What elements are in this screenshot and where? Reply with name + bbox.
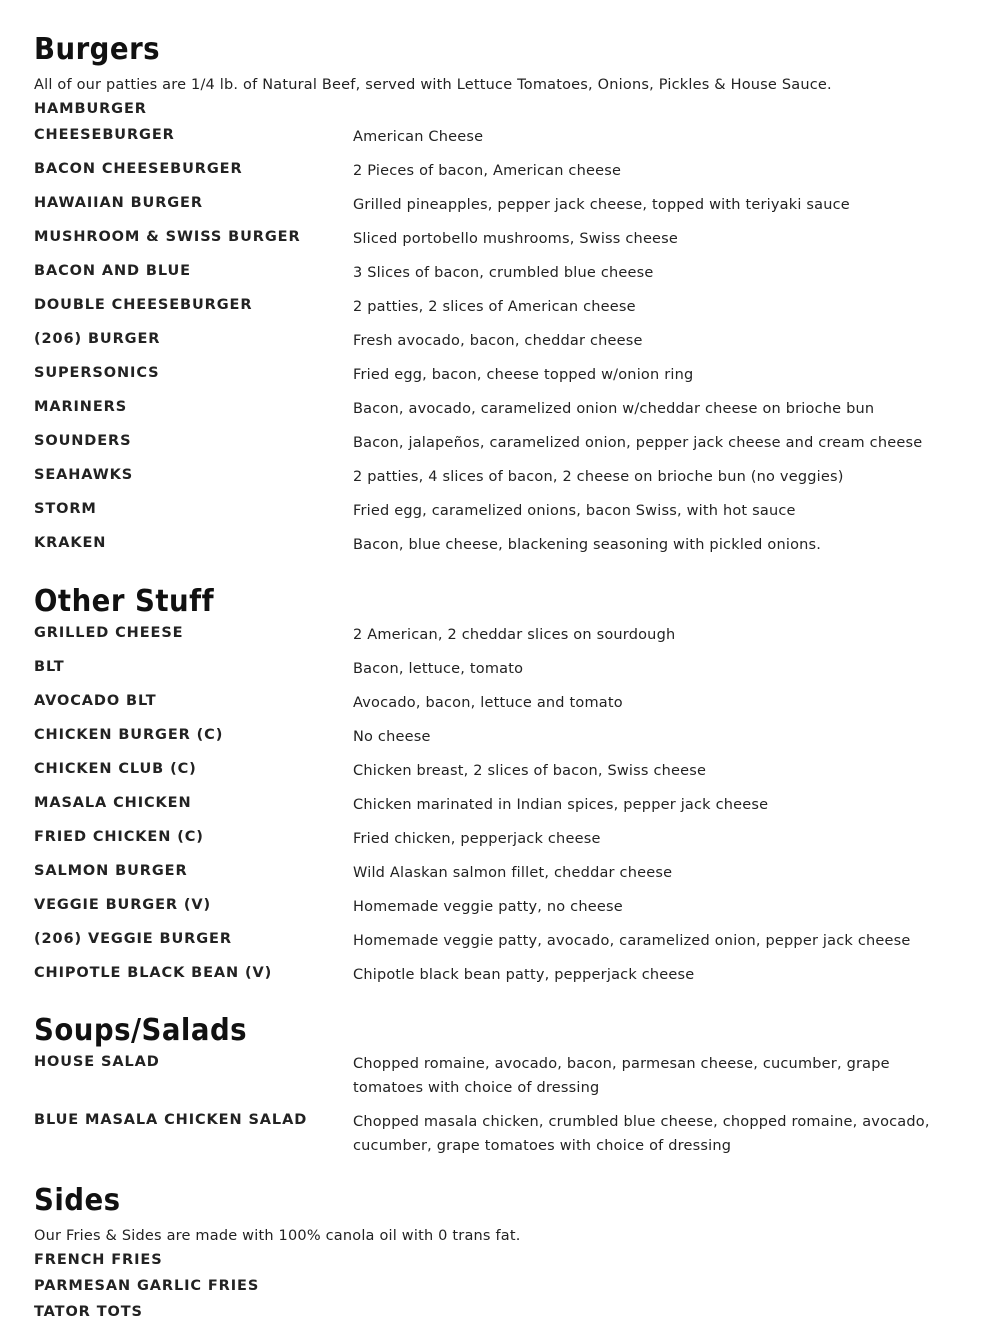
menu-item: [34, 658, 964, 692]
menu-section-sides: [34, 1181, 964, 1329]
menu-item: [34, 330, 964, 364]
menu-item: [34, 1251, 964, 1277]
menu-item-description: Chopped romaine, avocado, bacon, parmesan cheese, cucumber, grape tomatoes with choice of dressing: [353, 1056, 890, 1096]
menu-item: [34, 160, 964, 194]
menu-item-name: CHEESEBURGER: [34, 127, 175, 143]
menu-item-name: SUPERSONICS: [34, 365, 160, 381]
menu-item-name: BACON AND BLUE: [34, 263, 191, 279]
menu-section-burgers: [34, 30, 964, 568]
menu-item: [34, 794, 964, 828]
menu-item-name: FRIED CHICKEN (C): [34, 829, 204, 845]
menu-item-name: GRILLED CHEESE: [34, 625, 184, 641]
menu-item-description: Chopped masala chicken, crumbled blue cheese, chopped romaine, avocado, cucumber, grape tomatoes with choice of dressing: [353, 1114, 930, 1154]
menu-item: [34, 194, 964, 228]
menu-item-description: Avocado, bacon, lettuce and tomato: [353, 695, 623, 711]
menu-item-description: Bacon, lettuce, tomato: [353, 661, 524, 677]
menu-item-description: Homemade veggie patty, avocado, caramelized onion, pepper jack cheese: [353, 933, 911, 949]
menu-item: [34, 896, 964, 930]
menu-item: [34, 964, 964, 998]
menu-item-description: 3 Slices of bacon, crumbled blue cheese: [353, 265, 654, 281]
menu-item: [34, 862, 964, 896]
menu-item: [34, 1111, 964, 1169]
menu-item-description: No cheese: [353, 729, 431, 745]
menu-item-name: AVOCADO BLT: [34, 693, 157, 709]
section-intro: Our Fries & Sides are made with 100% canola oil with 0 trans fat.: [34, 1228, 521, 1244]
menu-item: [34, 726, 964, 760]
menu-item: [34, 930, 964, 964]
section-title: Soups/Salads: [34, 1013, 248, 1048]
menu-item: [34, 692, 964, 726]
menu-item-name: CHICKEN CLUB (C): [34, 761, 197, 777]
menu-item: [34, 1303, 964, 1329]
menu-item-name: SOUNDERS: [34, 433, 132, 449]
menu-item: [34, 760, 964, 794]
menu-item-name: STORM: [34, 501, 97, 517]
menu-item: [34, 534, 964, 568]
menu-item-description: Bacon, jalapeños, caramelized onion, pepper jack cheese and cream cheese: [353, 435, 923, 451]
menu-item-name: FRENCH FRIES: [34, 1252, 163, 1268]
menu-item: [34, 398, 964, 432]
menu-item: [34, 228, 964, 262]
menu-item: [34, 262, 964, 296]
section-title: Burgers: [34, 32, 161, 67]
menu-item-name: SALMON BURGER: [34, 863, 188, 879]
menu-item-name: MARINERS: [34, 399, 128, 415]
menu-item-name: (206) VEGGIE BURGER: [34, 931, 232, 947]
menu-item: [34, 828, 964, 862]
menu-item-description: Homemade veggie patty, no cheese: [353, 899, 623, 915]
menu-item-description: Sliced portobello mushrooms, Swiss cheese: [353, 231, 679, 247]
menu-item-name: BLT: [34, 659, 65, 675]
menu-item-description: American Cheese: [353, 129, 484, 145]
menu-section-soups-salads: [34, 1011, 964, 1169]
menu-item-description: Wild Alaskan salmon fillet, cheddar cheese: [353, 865, 673, 881]
menu-item-name: (206) BURGER: [34, 331, 161, 347]
menu-item-name: HAWAIIAN BURGER: [34, 195, 203, 211]
menu-item-description: Bacon, avocado, caramelized onion w/cheddar cheese on brioche bun: [353, 401, 875, 417]
menu-item: [34, 126, 964, 160]
menu-item-name: BLUE MASALA CHICKEN SALAD: [34, 1112, 308, 1128]
menu-item-name: TATOR TOTS: [34, 1304, 143, 1320]
section-title: Sides: [34, 1183, 121, 1218]
menu-item: [34, 466, 964, 500]
menu-item-description: 2 patties, 2 slices of American cheese: [353, 299, 636, 315]
menu-item-description: Fried egg, caramelized onions, bacon Swiss, with hot sauce: [353, 503, 796, 519]
menu-item: [34, 296, 964, 330]
menu-item-description: 2 Pieces of bacon, American cheese: [353, 163, 622, 179]
menu-item-description: Chipotle black bean patty, pepperjack cheese: [353, 967, 695, 983]
menu-item-description: Fresh avocado, bacon, cheddar cheese: [353, 333, 643, 349]
menu-item: [34, 624, 964, 658]
menu-item-description: Fried chicken, pepperjack cheese: [353, 831, 601, 847]
section-title: Other Stuff: [34, 584, 215, 619]
menu-item: [34, 432, 964, 466]
menu-item-name: SEAHAWKS: [34, 467, 134, 483]
menu-item-name: CHICKEN BURGER (C): [34, 727, 224, 743]
menu-section-other-stuff: [34, 582, 964, 998]
menu-item: [34, 1053, 964, 1111]
menu-item-name: HAMBURGER: [34, 101, 147, 117]
menu-item-name: VEGGIE BURGER (V): [34, 897, 212, 913]
menu-item-name: HOUSE SALAD: [34, 1054, 160, 1070]
menu-item-name: MASALA CHICKEN: [34, 795, 192, 811]
menu-item-name: BACON CHEESEBURGER: [34, 161, 243, 177]
menu-item: [34, 100, 964, 126]
menu-item: [34, 1277, 964, 1303]
menu-item-description: Bacon, blue cheese, blackening seasoning with pickled onions.: [353, 537, 822, 553]
menu-item-description: Chicken breast, 2 slices of bacon, Swiss cheese: [353, 763, 707, 779]
menu-item-name: PARMESAN GARLIC FRIES: [34, 1278, 260, 1294]
menu-item-name: KRAKEN: [34, 535, 107, 551]
menu-item-description: Grilled pineapples, pepper jack cheese, topped with teriyaki sauce: [353, 197, 850, 213]
menu-item-description: 2 patties, 4 slices of bacon, 2 cheese on brioche bun (no veggies): [353, 469, 844, 485]
menu-item-name: CHIPOTLE BLACK BEAN (V): [34, 965, 273, 981]
menu-item-description: Fried egg, bacon, cheese topped w/onion ring: [353, 367, 694, 383]
menu-item-name: DOUBLE CHEESEBURGER: [34, 297, 253, 313]
menu-item-description: Chicken marinated in Indian spices, pepper jack cheese: [353, 797, 769, 813]
menu-item-description: 2 American, 2 cheddar slices on sourdough: [353, 627, 676, 643]
menu-item: [34, 500, 964, 534]
menu-item: [34, 364, 964, 398]
section-intro: All of our patties are 1/4 lb. of Natural Beef, served with Lettuce Tomatoes, Onions, Pickles & House Sauce.: [34, 77, 832, 93]
menu-item-name: MUSHROOM & SWISS BURGER: [34, 229, 301, 245]
